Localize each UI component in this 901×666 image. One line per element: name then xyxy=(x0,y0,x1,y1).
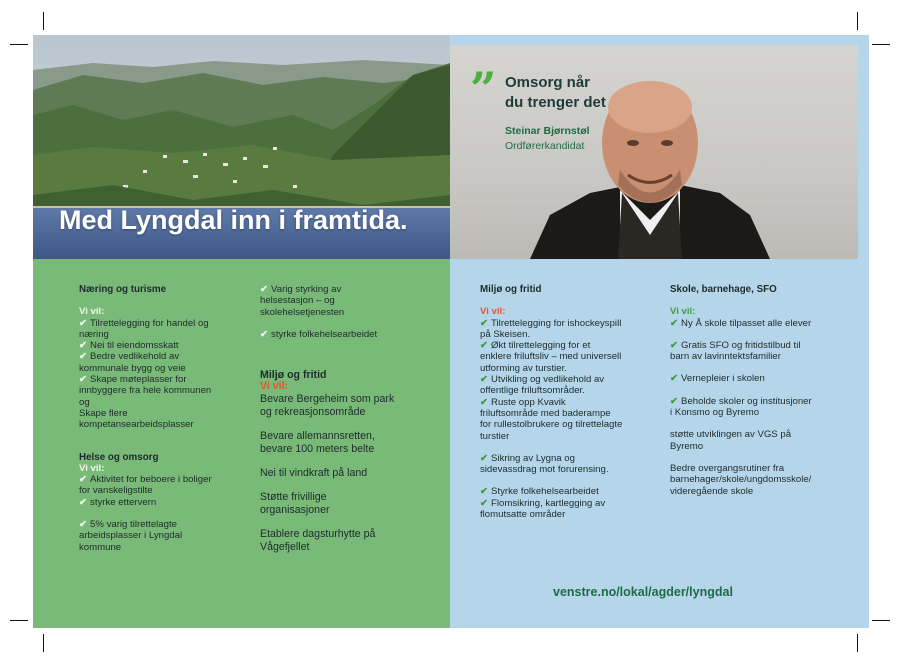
list-item-cont: kompetansearbeidsplasser xyxy=(79,419,194,431)
list-item-cont: og xyxy=(79,396,90,408)
list-item: ✔ Aktivitet for beboere i boliger xyxy=(79,474,212,486)
check-icon: ✔ xyxy=(260,328,269,340)
check-icon: ✔ xyxy=(79,474,88,486)
list-item-cont: Vågefjellet xyxy=(260,540,310,553)
column-naering-helse xyxy=(79,284,239,553)
list-item-cont: for rullestolbrukere og tilrettelagte xyxy=(480,419,623,431)
crop-mark xyxy=(857,12,858,30)
list-item: støtte utviklingen av VGS på xyxy=(670,429,792,441)
list-item-cont: skolehelsetjenesten xyxy=(260,306,345,318)
vivil-label: Vi vil: xyxy=(260,380,289,393)
list-item-cont: offentlige friluftsområder. xyxy=(480,385,585,397)
candidate-name: Steinar Bjørnstøl xyxy=(505,125,590,137)
check-icon: ✔ xyxy=(670,339,679,351)
list-item-cont: utforming av turstier. xyxy=(480,362,567,374)
brochure-page xyxy=(33,35,869,628)
list-item: Nei til vindkraft på land xyxy=(260,466,368,479)
list-item: ✔ Sikring av Lygna og xyxy=(480,452,575,464)
list-item-cont: Byremo xyxy=(670,440,704,452)
list-item-cont: enklere friluftsliv – med universell xyxy=(480,351,622,363)
list-item-cont: på Skeisen. xyxy=(480,328,531,340)
list-item-cont: og rekreasjonsområde xyxy=(260,405,366,418)
crop-mark xyxy=(872,620,890,621)
list-item: ✔ Skape møteplasser for xyxy=(79,374,187,386)
list-item: ✔ Styrke folkehelsearbeidet xyxy=(480,486,599,498)
list-item: ✔ Tilrettelegging for handel og xyxy=(79,317,209,329)
section-title: Skole, barnehage, SFO xyxy=(670,284,777,295)
list-item: ✔ Ruste opp Kvavik xyxy=(480,396,566,408)
list-item-cont: flomutsatte områder xyxy=(480,509,566,521)
list-item: ✔ Nei til eiendomsskatt xyxy=(79,340,179,352)
quote-icon: ” xyxy=(470,62,497,116)
vivil-label: Vi vil: xyxy=(79,306,105,318)
check-icon: ✔ xyxy=(480,396,489,408)
list-item-cont: barnehager/skole/ungdomsskole/ xyxy=(670,474,812,486)
list-item: ✔ styrke ettervern xyxy=(79,496,157,508)
check-icon: ✔ xyxy=(670,395,679,407)
list-item-cont: arbeidsplasser i Lyngdal xyxy=(79,530,183,542)
check-icon: ✔ xyxy=(260,284,269,295)
list-item: ✔ Tilrettelegging for ishockeyspill xyxy=(480,317,622,329)
check-icon: ✔ xyxy=(79,317,88,329)
website-link[interactable]: venstre.no/lokal/agder/lyngdal xyxy=(553,585,733,599)
check-icon: ✔ xyxy=(79,374,88,386)
vivil-label: Vi vil: xyxy=(79,462,105,474)
column-skole xyxy=(670,284,850,497)
check-icon: ✔ xyxy=(480,374,489,386)
list-item: Bedre overgangsrutiner fra xyxy=(670,462,785,474)
landscape-photo xyxy=(33,35,450,259)
check-icon: ✔ xyxy=(480,452,489,464)
miljo-list xyxy=(260,393,430,554)
list-item: ✔ 5% varig tilrettelagte xyxy=(79,519,177,531)
candidate-role: Ordførerkandidat xyxy=(505,140,585,152)
list-item: ✔ Flomsikring, kartlegging av xyxy=(480,497,606,509)
list-item: Bevare Bergeheim som park xyxy=(260,392,395,405)
check-icon: ✔ xyxy=(79,351,88,363)
green-panel xyxy=(33,259,450,628)
list-item: ✔ Bedre vedlikehold av xyxy=(79,351,180,363)
list-item: ✔ Beholde skoler og institusjoner xyxy=(670,395,812,407)
list-item-cont: i Konsmo og Byremo xyxy=(670,407,760,419)
check-icon: ✔ xyxy=(480,497,489,509)
check-icon: ✔ xyxy=(480,486,489,498)
list-item: Støtte frivillige xyxy=(260,490,327,503)
list-item-cont: friluftsområde med baderampe xyxy=(480,407,611,419)
crop-mark xyxy=(10,620,28,621)
quote-line-1: Omsorg når xyxy=(505,74,591,91)
list-item: ✔ Utvikling og vedlikehold av xyxy=(480,374,605,386)
list-item-cont: bevare 100 meters belte xyxy=(260,442,375,455)
section-title: Miljø og fritid xyxy=(480,284,542,295)
list-item: ✔ Ny Å skole tilpasset alle elever xyxy=(670,317,812,329)
check-icon: ✔ xyxy=(480,317,489,329)
list-item-cont: videregående skole xyxy=(670,485,754,497)
list-item: ✔ Varig styrking av xyxy=(260,284,342,295)
check-icon: ✔ xyxy=(670,373,679,385)
headline: Med Lyngdal inn i framtida. xyxy=(59,205,408,235)
quote-text xyxy=(505,73,606,113)
list-item: ✔ Gratis SFO og fritidstilbud til xyxy=(670,339,801,351)
list-item-cont: Skape flere xyxy=(79,407,128,419)
section-title: Helse og omsorg xyxy=(79,451,159,463)
crop-mark xyxy=(10,44,28,45)
list-item: Bevare allemannsretten, xyxy=(260,429,375,442)
list-item-cont: sidevassdrag mot forurensing. xyxy=(480,464,609,476)
check-icon: ✔ xyxy=(480,340,489,352)
list-item-cont: kommunale bygg og veie xyxy=(79,362,186,374)
vivil-label: Vi vil: xyxy=(670,306,696,318)
vivil-label: Vi vil: xyxy=(480,306,506,318)
blue-panel xyxy=(450,35,869,628)
crop-mark xyxy=(872,44,890,45)
list-item-cont: innbyggere fra hele kommunen xyxy=(79,385,212,397)
check-icon: ✔ xyxy=(79,496,88,508)
list-item-cont: turstier xyxy=(480,430,510,442)
quote-line-2: du trenger det xyxy=(505,94,606,111)
list-item: Etablere dagsturhytte på xyxy=(260,527,376,540)
column-miljo-fritid-right xyxy=(480,284,650,520)
list-item-cont: barn av lavinntektsfamilier xyxy=(670,351,781,363)
list-item: ✔ Økt tilrettelegging for et xyxy=(480,340,591,352)
check-icon: ✔ xyxy=(670,317,679,329)
section-title: Miljø og fritid xyxy=(260,369,327,382)
list-item-cont: organisasjoner xyxy=(260,503,330,516)
crop-mark xyxy=(43,634,44,652)
check-icon: ✔ xyxy=(79,519,88,531)
crop-mark xyxy=(857,634,858,652)
list-item-cont: næring xyxy=(79,328,109,340)
section-title: Næring og turisme xyxy=(79,284,167,295)
list-item: ✔ Vernepleier i skolen xyxy=(670,373,765,385)
list-item: ✔ styrke folkehelsearbeidet xyxy=(260,328,378,340)
list-item-cont: for vanskeligstilte xyxy=(79,485,153,497)
column-miljo-fritid-left xyxy=(260,284,430,554)
list-item-cont: kommune xyxy=(79,541,122,553)
list-item-cont: helsestasjon – og xyxy=(260,295,335,307)
check-icon: ✔ xyxy=(79,340,88,352)
candidate-photo xyxy=(450,45,858,259)
crop-mark xyxy=(43,12,44,30)
